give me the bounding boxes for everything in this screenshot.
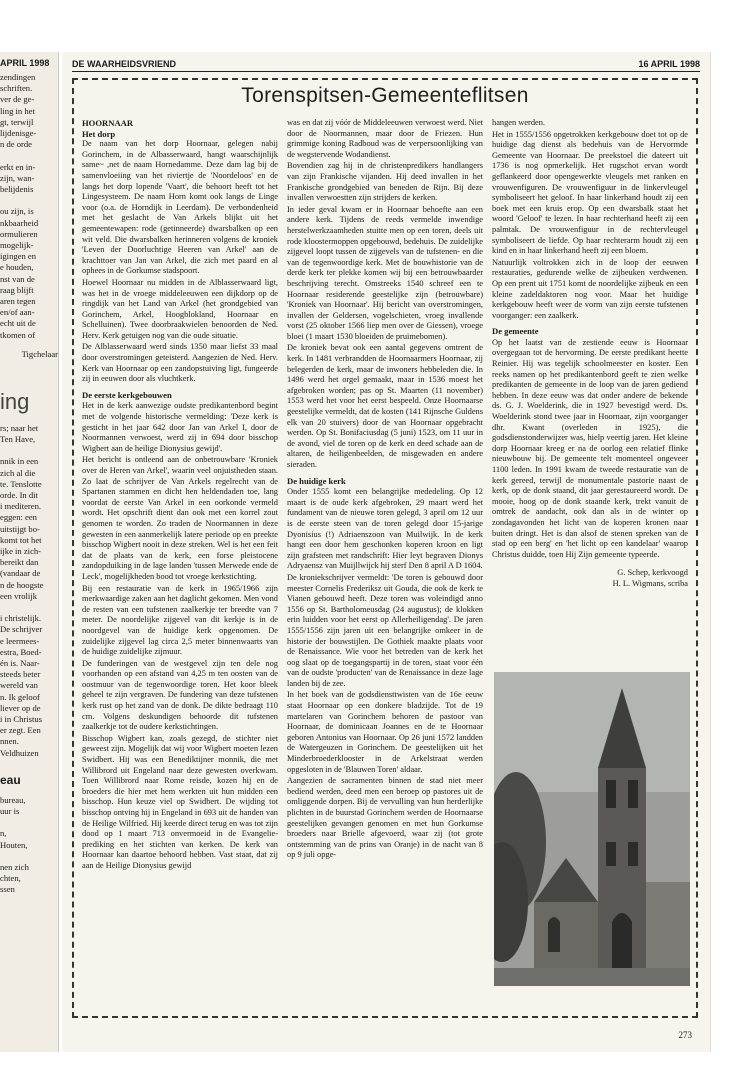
prev-page-line: Veldhuizen (0, 747, 39, 758)
prev-page-line: steeds beter (0, 669, 41, 680)
subheading: De eerste kerkgebouwen (82, 389, 172, 400)
prev-page-line: n de orde (0, 139, 32, 150)
prev-page-line: i in Christus (0, 714, 43, 724)
page-header (72, 56, 700, 72)
paragraph: De naam van het dorp Hoornaar, gelegen nabij Gorinchem, in de Albasserwaard, hangt waarschijnlijk same~ ,net de naam Hornedamme. Deze dam lag bij de samenvloeiing van het riviertje de 'Noordeloos' en de langs het dorp lopende 'Vaart', die behoort heeft tot het Lingesysteem. De naam Horn komt ook langs de Linge voor (o.a. de Horndijk in Leerdam). De verbondenheid met het geslacht de Van Arkels blijkt uit het gemeentewapen: rode (getinneerde) dwarsbalken op een wit veld. Die dwarsbalken herinneren volgens de kroniek 'Leven der Doorluchtige Heeren van Arkel' aan de krachttoer van Jan van Arkel, die zich met paard en al ophees in de Gorkumse stadspoort. (82, 139, 278, 276)
prev-page-line: erkt en in- (0, 161, 36, 172)
prev-page-line: nnen. (0, 736, 19, 747)
prev-page-line: en/of aan- (0, 307, 35, 318)
paragraph: De funderingen van de westgevel zijn ten dele nog voorhanden op een afstand van 4,25 m ten oosten van de oostmuur van de tegenwoordige toren. Het koor bleek geheel te zijn vergraven. De fundering van deze tufstenen kerk rust op het zand van de donk. De dikte bedraagt 110 cm. Volgens deskundigen behoorde dit tufstenen zaalkerkje tot de oudere kerkstichtingen. (82, 658, 278, 732)
signature-line: H. L. Wigmans, scriba (612, 578, 688, 588)
church-tower-photo (494, 672, 690, 986)
paragraph: Het bericht is ontleend aan de onbetrouwbare 'Kroniek over de Heren van Arkel', waarin veel onjuistheden staan. Zo laat de schrijver de Van Arkels regelrecht van de Spartanen stammen en dicht hen heldendaden toe, lang voordat de eerste Van Arkel in een oorkonde vermeld wordt. Het opschrift dient dan ook met een korrel zout genomen te worden. Zo traden de Noormannen in deze gewesten in een aanmerkelijk latere periode op en preekte bisschop Wigbert nooit in deze streken. Wel is het een feit dat de plaats van de kerk, een forse pleistocene zandopduiking in de lage landen 'tussen Merwede ende de Leck', mogelijkheden bood tot vroege kerkstichting. (82, 455, 278, 581)
prev-page-line: rs; naar het (0, 422, 39, 433)
prev-page-line: nst van de (0, 273, 35, 284)
prev-page-line: ling in het (0, 105, 35, 116)
prev-page-line: liever op de (0, 702, 41, 713)
section-heading: HOORNAAR (82, 118, 134, 128)
prev-page-line: eggen: een (0, 512, 37, 523)
paragraph: De kroniekschrijver vermeldt: 'De toren is gebouwd door meester Cornelis Frederiksz uit Gouda, die ook de kerk te Vianen gebouwd heeft. Deze toren was voleindigd anno 1556 op St. Bartholomeusdag (24 augustus); de klokken erin luidden voor het eerst op Allerheiligendag'. De jaren 1555/1556 zijn jaren uit een belangrijke omkeer in de historie der bouwstijlen. De Gothiek maakte plaats voor de Renaissance. Wie voor het betreden van de kerk het oog slaat op de toegangspartij in de toren, staat voor één van de oudste 'producten' van de Renaissance in deze lage landen bij de zee. (287, 572, 483, 688)
paragraph: De Alblasserwaard werd sinds 1350 maar liefst 33 maal door overstromingen geteisterd. Aangezien de Ned. Herv. Kerk van Hoornaar op een zandopstuiving ligt, fungeerde zij in eeuwen door als vluchtkerk. (82, 342, 278, 384)
prev-page-line: i christelijk. (0, 613, 42, 624)
previous-page-fragment (0, 52, 59, 1052)
paragraph: Bisschop Wigbert kan, zoals gezegd, de stichter niet geweest zijn. Mogelijk dat wij voor Wigbert moeten lezen Swidbert. Hij was een Benediktijner monnik, die met Willibrord uit Engeland naar deze gewesten overkwam. Toen Willibrord naar Rome reisde, kozen hij en de broeders die hier met hem werkten uit hun midden een bisschop. Hun keuze viel op Swidbert. De wijding tot bisschop ontving hij in Engeland in 693 uit de handen van de Heilige Wilfried. Hij keerde direct terug en was tot zijn dood op 1 maart 713 onvermoeid in de Evangelie-prediking en het stichten van kerken. De kerk van Hoornaar kan daartoe behoord hebben. Vast staat, dat zij aan de Heilige Dionysius gewijd (82, 733, 278, 870)
paragraph: Bovendien zag hij in de christenpredikers handlangers van zijn Frankische vijanden. Hij deed invallen in het Frankische grondgebied van beneden de Rijn. Bij deze invallen verwoestten zijn strijders de kerken. (287, 161, 483, 203)
prev-page-line: echt uit de (0, 318, 36, 329)
publication-name: DE WAARHEIDSVRIEND (72, 59, 177, 69)
subheading: De gemeente (492, 326, 539, 337)
prev-page-line: gt, terwijl (0, 116, 34, 127)
paragraph: In het boek van de godsdiensttwisten van de 16e eeuw staat Hoornaar op een donkere bladzijde. Tot de 19 martelaren van Gorinchem behoren de pastoor van Hoornaar, de dominicaan Joannes en de te Hoornaar geboren Antonius van Hoornaar. Op 26 juni 1572 landden de Watergeuzen in Gorinchem. De geestelijken uit het Minderbroederklooster in de Arkelstraat werden opgesloten in de 'Blauwen Toren' aldaar. (287, 690, 483, 774)
prev-page-line: uitstijgt bo- (0, 523, 40, 534)
prev-page-line: orde. In dit (0, 490, 38, 500)
prev-page-line: n de hoogste (0, 579, 44, 590)
prev-page-line: i mediteren. (0, 501, 42, 512)
prev-page-line: belijdenis (0, 184, 34, 194)
paragraph: Bij een restauratie van de kerk in 1965/1966 zijn merkwaardige zaken aan het daglicht gekomen. Men vond de resten van een tufstenen zaalkerkje ter breedte van 7 meter. De noordelijke zijgevel van dit kerkje is in de noordgevel van de huidige kerk opgenomen. De zuidelijke zijgevel lag circa 2,5 meter binnenwaarts van de huidige zuidelijke zijmuur. (82, 583, 278, 657)
header-rule (72, 71, 700, 72)
article-frame (72, 78, 698, 1018)
prev-page-name: Tigchelaar (21, 348, 58, 359)
prev-page-line: aren tegen (0, 296, 36, 306)
article-column-1 (82, 118, 278, 873)
paragraph: Aangezien de sacramenten binnen de stad niet meer bediend werden, deed men een beroep op pastores uit de omliggende dorpen. Bij de vervulling van hun herderlijke plichten in de buurstad Gorinchem werden de Hoornaarse geestelijken gevangen genomen en met hun Gorkumse broeders naar Brielle afgevoerd, waar zij (tot grote ontstemming van de prins van Oranje) in de nacht van 8 op 9 juli opge- (287, 776, 483, 860)
paragraph: Hoewel Hoornaar nu midden in de Alblasserwaard ligt, was het in de vroege middeleeuwen een dijkdorp op de ringdijk van het Land van Arkel (het grondgebied van Gorinchem, Arkel, Hoogblokland, Hoornaar en Schelluinen). Twee doorbraakwielen benoorden de Ned. Herv. Kerk getuigen nog van die oude situatie. (82, 277, 278, 340)
paragraph: hangen werden. (492, 118, 546, 127)
prev-page-line: zijn, wan- (0, 172, 35, 183)
prev-page-line: nkbaarheid (0, 217, 39, 228)
prev-page-line: schriften. (0, 83, 33, 94)
paragraph: Natuurlijk voltrokken zich in de loop der eeuwen restauraties, gedurende welke de zijbeuken verdwenen. Op een prent uit 1751 komt de noordelijke zijbeuk en een kleine zadeldaktoren nog voor. Maar het huidige kerkgebouw heeft weer de vorm van zijn eerste tufstenen voorganger: een zaalkerk. (492, 257, 688, 320)
prev-page-line: nnik in een (0, 456, 39, 467)
prev-page-line: estra, Boed- (0, 646, 42, 657)
prev-page-line: er zegt. Een (0, 725, 41, 736)
prev-page-line: (vandaar de (0, 568, 41, 579)
prev-page-line: n. Ik geloof (0, 691, 40, 702)
subheading: De huidige kerk (287, 475, 346, 486)
prev-page-heading: ing (0, 388, 30, 414)
prev-page-line: chten, (0, 873, 21, 884)
paragraph: De kroniek bevat ook een aantal gegevens omtrent de kerk. In 1481 verbrandden de Hoornaarmers Hoornaar, zij belegerden de kerk, maar de inwoners hebbeleden die. In 1496 werd het orgel gemaakt, maar in 1536 moest het afgebroken worden; pas op St. Maarten (11 november) 1553 werd het voor het eerst bespeeld. Onze Hoornaarse geestelijke vermeldt, dat de kosten (141 Rijnsche Guldens elk van 20 stuivers) door de van Hoornaar opgebracht werden. Op St. Bonifaciusdag (5 juni) 1523, om 11 uur in de avond, viel de toren op de kerk en deed schade aan de altaren, de heiligenbeelden, de misgewaden en andere sieraden. (287, 343, 483, 469)
paragraph: Het in 1555/1556 opgetrokken kerkgebouw doet tot op de huidige dag dienst als bedehuis van de Hervormde Gemeente van Hoornaar. De preekstoel die dateert uit 1736 is nog opmerkelijk. Het rugschot ervan wordt geflankeerd door opengewerkte vleugels met ranken en vrouwenfiguren. De vrouwenfiguur in de linkervleugel symboliseert het geloof. In haar linkerhand houdt zij een boek met een kruis erop. Op een dwarsbalk staat het woord 'Geloof' te lezen. In haar rechterhand heeft zij een palmtak. De vrouwenfiguur in de rechtervleugel symboliseert de liefde. Op haar rechterarm houdt zij een kind en in haar linkerhand heeft zij een bloem. (492, 129, 688, 256)
prev-page-line: igingen en (0, 251, 37, 262)
magazine-page (62, 52, 710, 1052)
prev-page-line: te. Tenslotte (0, 478, 42, 489)
signature-block (492, 568, 688, 589)
article-column-3 (492, 118, 688, 590)
prev-page-heading: eau (0, 772, 21, 787)
prev-page-line: én is. Naar- (0, 658, 40, 668)
prev-page-line: e leermees- (0, 635, 40, 646)
prev-page-line: ijke in zich- (0, 546, 42, 556)
prev-page-line: bureau, (0, 794, 26, 805)
paragraph: In ieder geval kwam er in Hoornaar behoefte aan een andere kerk. Tijdens de reeds vermelde inwendige herstelwerkzaamheden stuitte men op een toren, deels uit rode kloostermoppen opgebouwd, bedehuis. De zuidelijke zijgevel loopt tussen de zijgevels van de tufstenen- en die van de tegenwoordige kerk. Met de bouwhistorie van de derde kerk ter plekke komen wij bij een betrouwbaarder beschrijving terecht. Omstreeks 1540 schreef een te Hoornaar residerende geestelijke zijn (betrouwbare) 'Kroniek van Hoornaar'. Hij bericht van overstromingen, invallen der Geldersen, vogelschieten, vroeg invallende vorst (25 oktober 1566 liep men over de Giessen), vroege bloei (1 maart 1530 bloeiden de pruimebomen). (287, 204, 483, 341)
page-number: 273 (678, 1030, 692, 1040)
prev-page-line: Ten Have, (0, 434, 36, 444)
prev-page-header: APRIL 1998 (0, 58, 50, 68)
issue-date: 16 APRIL 1998 (638, 59, 700, 69)
article-title: Torenspitsen-Gemeenteflitsen (241, 84, 529, 107)
prev-page-line: tkomen of (0, 329, 36, 340)
prev-page-line: nen zich (0, 862, 29, 872)
prev-page-line: ver de ge- (0, 94, 35, 105)
prev-page-line: De schrijver (0, 624, 43, 635)
prev-page-line: Houten, (0, 839, 28, 850)
paragraph: Onder 1555 komt een belangrijke mededeling. Op 12 maart is de oude kerk afgebroken, 29 maart werd het fundament van de nieuwe toren gelegd, 3 april om 12 uur is de eerste steen van de toren gelegd door 15-jarige Dyonisius (!) Adriaenszoon van Muilwijk. In de kerk hangt een door hem geschonken koperen kroon en ligt zijn grafsteen met randschrift: Hier leyt begraven Dionys Adryaensz van Muijllwijck hij sterf Den 8 april A D 1604. (287, 487, 483, 571)
subheading: Het dorp (82, 128, 116, 139)
prev-page-line: zendingen (0, 72, 36, 82)
paragraph: Op het laatst van de zestiende eeuw is Hoornaar overgegaan tot de hervorming. De eerste predikant heette Reinier. Hij was tegelijk schoolmeester en koster. Een reeks namen op het predikantenbord geeft te zien welke predikanten de gemeente in de loop van de jaren gediend hebben. In deze eeuw was dat onder andere de bekende ds. G. J. Woelderink, die in 1927 bevestigd werd. Ds. Woelderink stond twee jaar in Hoornaar, zijn voorganger dhr. Kwant (overleden in 1925), die godsdienstonderwijzer was, hielp veertig jaren. Het kleine dorp Hoornaar kreeg er na de oorlog een relatief flinke nieuwbouw bij. De gemeente telt momenteel ongeveer 1100 leden. In 1991 kwam de tweede restauratie van de kerk gereed, terwijl de monumentale pastorie naast de kerk, op de donk staand, dit jaar gerestaureerd wordt. De mooie, hoog op de donk staande kerk, trekt vanuit de omtrek de aandacht, ook dan als in de winter op zondagavonden het licht van de koperen kronen naar buiten dringt. Het is dan alsof de stenen spreken van de stad op een berg' en 'het licht op een kandelaar' waarop Christus duidde, toen Hij Zijn gemeente typeerde. (492, 337, 688, 559)
prev-page-line: ou zijn, is (0, 206, 34, 217)
prev-page-line: ormulieren (0, 228, 38, 239)
prev-page-line: ssen (0, 884, 15, 895)
paragraph: Het in de kerk aanwezige oudste predikantenbord begint met de volgende historische vermelding: 'Deze kerk is gesticht in het jaar 642 door Jan van Arkel I, door de Noormannen verwoest, werd zij in 694 door bisschop Wigbert aan de heilige Dionysius gewijd'. (82, 401, 278, 453)
prev-page-line: mogelijk- (0, 240, 34, 250)
paragraph: was en dat zij vóór de Middeleeuwen verwoest werd. Niet door de Noormannen, maar door de Friezen. Hun grimmige koning Radboud was de verpersoonlijking van de wegstervende Wodandienst. (287, 118, 483, 159)
prev-page-line: n, (0, 828, 7, 839)
prev-page-line: komt tot het (0, 534, 42, 545)
prev-page-line: wereld van (0, 680, 38, 691)
prev-page-line: lijdenisge- (0, 128, 37, 138)
prev-page-line: zich al die (0, 467, 36, 478)
article-column-2 (287, 118, 483, 862)
prev-page-line: bereikt dan (0, 557, 39, 568)
prev-page-line: uur is (0, 806, 20, 816)
prev-page-line: raag blijft (0, 284, 34, 295)
prev-page-line: een vrolijk (0, 590, 37, 601)
church-tower-photo-icon (494, 672, 690, 986)
signature-line: G. Schep, kerkvoogd (617, 568, 688, 578)
prev-page-line: e houden, (0, 262, 34, 273)
